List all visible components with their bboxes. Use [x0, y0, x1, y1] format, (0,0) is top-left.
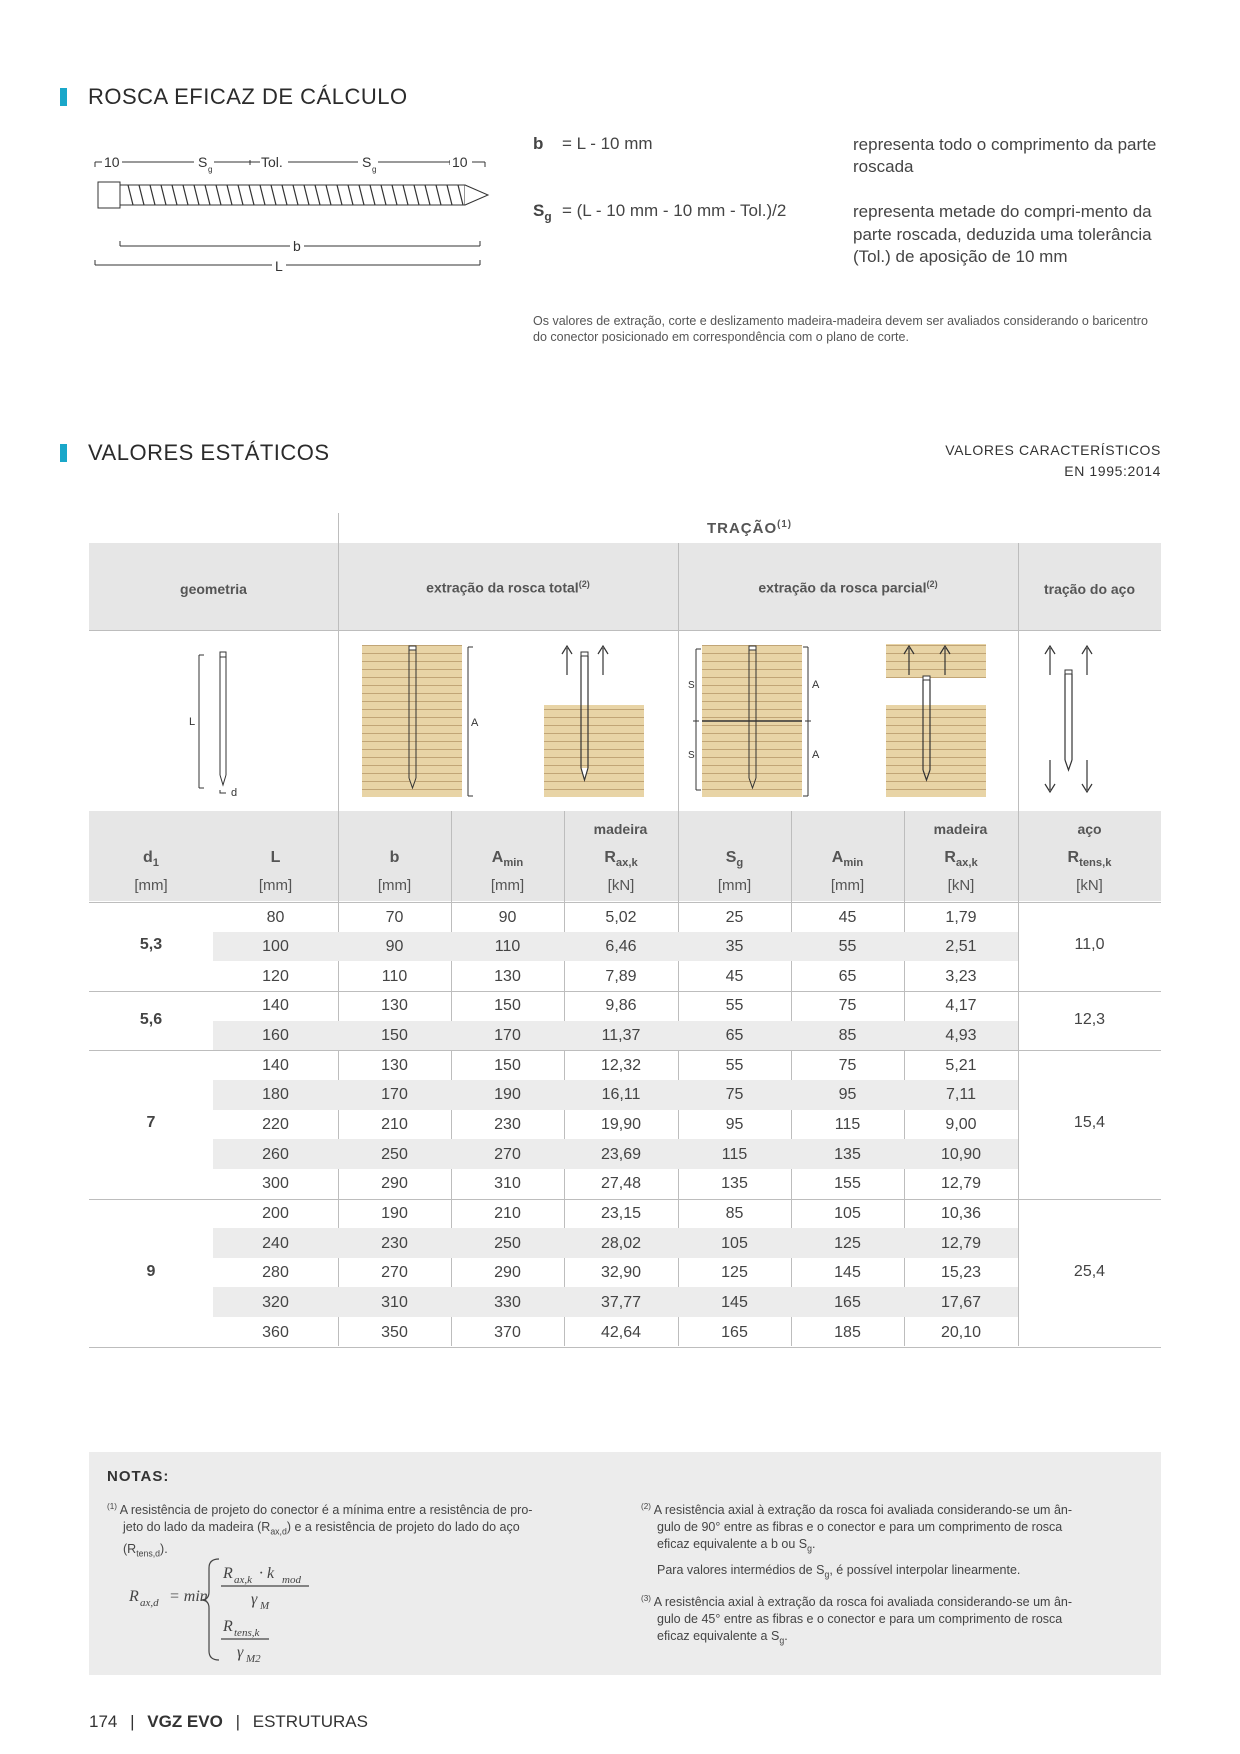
- table-cell: 320: [262, 1293, 289, 1311]
- svg-text:· k: · k: [259, 1565, 275, 1582]
- svg-text:S: S: [688, 750, 695, 761]
- table-cell: 10,90: [940, 1145, 982, 1163]
- dim-sg-2: S: [362, 154, 372, 170]
- table-cell: 15,23: [940, 1264, 982, 1282]
- table-cell: 165: [834, 1293, 861, 1311]
- table-cell: 75: [838, 1056, 857, 1074]
- design-resistance-formula: [119, 1556, 369, 1666]
- table-cell: 42,64: [600, 1323, 642, 1341]
- table-cell: 85: [838, 1027, 857, 1045]
- table-cell: 270: [381, 1264, 408, 1282]
- column-header: $A_{min}$: [491, 849, 524, 870]
- table-cell: 200: [262, 1205, 289, 1222]
- note-2: $^{(2)}$ A resistência axial à extração da rosca foi avaliada considerando-se um ân- gulo de 90° entre as fibras e o conector e para um comprimento de rosca eficaz equivalente a b ou $S_g$. Para valores intermédios de $S_g$, é possível interpolar linearmente.: [641, 1502, 1073, 1580]
- column-unit: [mm]: [490, 877, 525, 894]
- svg-text:γ: γ: [251, 1591, 258, 1608]
- group-divider: [89, 1347, 1161, 1348]
- table-cell: 370: [494, 1323, 521, 1341]
- table-cell: 140: [262, 1056, 289, 1074]
- dim-10-left: 10: [104, 154, 120, 170]
- column-unit: [kN]: [1076, 877, 1103, 894]
- table-cell: 150: [494, 997, 521, 1015]
- table-cell: 85: [725, 1205, 744, 1222]
- diameter-cell: 7: [146, 1114, 156, 1132]
- formula-b-desc: representa todo o comprimento da parte roscada: [853, 135, 1157, 176]
- table-cell: 7,89: [605, 967, 637, 985]
- table-cell: 75: [725, 1086, 744, 1104]
- table-cell: 5,21: [945, 1056, 977, 1074]
- divider: [89, 630, 1161, 631]
- wood-block: [544, 705, 644, 797]
- dim-L: L: [275, 258, 283, 274]
- table-cell: 150: [494, 1056, 521, 1074]
- table-cell: 3,23: [945, 967, 977, 985]
- table-cell: 19,90: [600, 1116, 642, 1134]
- table-cell: 135: [721, 1175, 748, 1193]
- table-cell: 12,79: [940, 1175, 982, 1193]
- table-cell: 17,67: [940, 1293, 982, 1311]
- table-cell: 130: [494, 967, 521, 985]
- total-extraction-header: extração da rosca total$^{(2)}$: [426, 579, 590, 596]
- diagram-label-A: A: [471, 717, 479, 729]
- diagram-label-d1: d: [231, 787, 238, 799]
- column-header: $R_{ax,k}$: [604, 849, 638, 870]
- table-cell: 170: [381, 1086, 408, 1104]
- table-cell: 135: [834, 1145, 861, 1163]
- table-cell: 115: [834, 1116, 861, 1134]
- column-header: $R_{ax,k}$: [944, 849, 978, 870]
- svg-text:M2: M2: [246, 1653, 261, 1665]
- table-cell: 95: [725, 1116, 744, 1134]
- table-cell: 125: [834, 1234, 861, 1252]
- section-title-rosca: ROSCA EFICAZ DE CÁLCULO: [60, 84, 408, 110]
- column-header: $R_{tens,k}$: [1067, 849, 1112, 870]
- svg-text:g: g: [372, 165, 377, 174]
- svg-text:A: A: [812, 749, 820, 761]
- load-case-illustrations: [89, 630, 1161, 810]
- page-number: 174: [89, 1712, 118, 1731]
- formula-sg-desc: representa metade do compri-mento da parte roscada, deduzida uma tolerância (Tol.) de aposição de 10 mm: [853, 202, 1152, 266]
- table-cell: 23,15: [600, 1205, 642, 1222]
- svg-text:M: M: [260, 1600, 270, 1612]
- column-header: $d_1$: [142, 849, 159, 870]
- table-cell: 70: [385, 908, 404, 926]
- column-unit: [kN]: [947, 877, 975, 894]
- table-cell: 145: [834, 1264, 861, 1282]
- table-cell: 120: [262, 967, 289, 985]
- table-cell: 145: [721, 1293, 748, 1311]
- traction-title: TRAÇÃO$^{(1)}$: [706, 519, 793, 537]
- table-cell: 210: [494, 1205, 521, 1222]
- formula-b-expr: = L - 10 mm: [562, 134, 653, 153]
- diameter-cell: 9: [146, 1262, 156, 1280]
- table-cell: 210: [381, 1116, 408, 1134]
- wood-block: [886, 705, 986, 797]
- table-cell: 105: [721, 1234, 748, 1252]
- table-cell: 75: [838, 997, 857, 1015]
- table-cell: 35: [725, 938, 744, 956]
- table-cell: 150: [381, 1027, 408, 1045]
- table-cell: 250: [494, 1234, 521, 1252]
- extraction-note: Os valores de extração, corte e deslizamento madeira-madeira devem ser avaliados considerando o baricentro do conector posicionado em correspondência com o plano de corte.: [533, 314, 1148, 344]
- table-cell: 55: [725, 997, 744, 1015]
- category: ESTRUTURAS: [252, 1712, 368, 1731]
- table-cell: 190: [494, 1086, 521, 1104]
- table-cell: 95: [838, 1086, 857, 1104]
- table-cell: 32,90: [600, 1264, 642, 1282]
- wood-block: [886, 644, 986, 678]
- svg-text:R: R: [223, 1565, 233, 1582]
- table-cell: 220: [262, 1116, 289, 1134]
- table-cell: 12,32: [600, 1056, 642, 1074]
- svg-text:A: A: [812, 679, 820, 691]
- table-cell: 170: [494, 1027, 521, 1045]
- divider: [1018, 543, 1019, 811]
- table-cell: 310: [381, 1293, 408, 1311]
- dim-tol: Tol.: [261, 154, 283, 170]
- steel-resistance-cell: 12,3: [1073, 1010, 1106, 1028]
- column-unit: [mm]: [830, 877, 865, 894]
- svg-text:mod: mod: [282, 1574, 301, 1586]
- table-cell: 12,79: [940, 1234, 982, 1252]
- table-cell: 115: [721, 1145, 748, 1163]
- partial-extraction-header: extração da rosca parcial$^{(2)}$: [758, 579, 938, 596]
- thread-length-diagram: [90, 145, 490, 275]
- column-unit: [kN]: [607, 877, 635, 894]
- svg-text:tens,k: tens,k: [234, 1627, 260, 1639]
- notes-title: NOTAS:: [107, 1468, 170, 1485]
- steel-resistance-cell: 11,0: [1074, 936, 1105, 954]
- table-cell: 105: [834, 1205, 861, 1222]
- table-cell: 110: [381, 967, 408, 985]
- column-header: b: [389, 849, 400, 866]
- table-cell: 185: [834, 1323, 861, 1341]
- table-cell: 37,77: [600, 1293, 642, 1311]
- diameter-cell: 5,3: [139, 936, 163, 954]
- table-cell: 1,79: [945, 908, 977, 926]
- table-cell: 28,02: [600, 1234, 642, 1252]
- divider: [89, 902, 1161, 903]
- table-cell: 240: [262, 1234, 289, 1252]
- geometry-header: geometria: [180, 581, 247, 597]
- table-cell: 5,02: [605, 908, 637, 926]
- table-cell: 330: [494, 1293, 521, 1311]
- table-cell: 90: [498, 908, 517, 926]
- table-cell: 16,11: [601, 1086, 641, 1104]
- table-cell: 2,51: [945, 938, 977, 956]
- svg-text:R: R: [223, 1618, 233, 1635]
- table-cell: 45: [838, 908, 857, 926]
- table-cell: 20,10: [940, 1323, 982, 1341]
- table-cell: 350: [381, 1323, 408, 1341]
- diagram-label-L: L: [189, 716, 196, 728]
- table-cell: 290: [494, 1264, 521, 1282]
- divider: [678, 543, 679, 811]
- dim-sg-1: S: [198, 154, 208, 170]
- table-cell: 270: [494, 1145, 521, 1163]
- table-cell: 4,93: [945, 1027, 977, 1045]
- table-cell: 10,36: [940, 1205, 982, 1222]
- table-cell: 165: [721, 1323, 748, 1341]
- table-cell: 230: [494, 1116, 521, 1134]
- table-cell: 290: [381, 1175, 408, 1193]
- dim-10-right: 10: [452, 154, 468, 170]
- characteristic-values: VALORES CARACTERÍSTICOS EN 1995:2014: [945, 442, 1161, 479]
- table-cell: 65: [838, 967, 857, 985]
- wood-block: [362, 645, 462, 797]
- formula-b: b: [533, 134, 544, 153]
- table-cell: 9,00: [945, 1116, 977, 1134]
- svg-text:ax,d: ax,d: [140, 1597, 159, 1609]
- svg-text:ax,k: ax,k: [234, 1574, 253, 1586]
- table-cell: 130: [381, 1056, 408, 1074]
- table-cell: 25: [725, 908, 744, 926]
- table-cell: 125: [721, 1264, 748, 1282]
- note-1: $^{(1)}$ A resistência de projeto do conector é a mínima entre a resistência de pro- jeto do lado da madeira $(R_{ax,d})$ e a resistência de projeto do lado do aço $(R_{tens,d})$.: [107, 1502, 533, 1559]
- product-name: VGZ EVO: [147, 1712, 223, 1731]
- table-cell: 55: [838, 938, 857, 956]
- column-header: $A_{min}$: [831, 849, 864, 870]
- note-3: $^{(3)}$ A resistência axial à extração da rosca foi avaliada considerando-se um ân- gulo de 45° entre as fibras e o conector e para um comprimento de rosca eficaz equivalente a $S_g$.: [641, 1594, 1073, 1646]
- table-cell: 130: [381, 997, 408, 1015]
- table-cell: 310: [494, 1175, 521, 1193]
- table-cell: 90: [385, 938, 404, 956]
- table-cell: 160: [262, 1027, 289, 1045]
- table-cell: 260: [262, 1145, 289, 1163]
- table-cell: 100: [262, 938, 289, 956]
- table-cell: 55: [725, 1056, 744, 1074]
- svg-text:g: g: [208, 165, 213, 174]
- steel-tension-header: tração do aço: [1043, 581, 1136, 597]
- table-cell: 250: [381, 1145, 408, 1163]
- svg-text:S: S: [688, 680, 695, 691]
- diameter-cell: 5,6: [139, 1010, 163, 1028]
- formula-sg: $S_g$: [533, 201, 552, 224]
- table-cell: 190: [381, 1205, 408, 1222]
- column-header: L: [270, 849, 281, 866]
- table-cell: 11,37: [601, 1027, 641, 1045]
- column-unit: [mm]: [377, 877, 412, 894]
- table-cell: 280: [262, 1264, 289, 1282]
- table-cell: 65: [725, 1027, 744, 1045]
- page-footer: 174 | VGZ EVO | ESTRUTURAS: [89, 1712, 368, 1731]
- column-header: $S_g$: [725, 849, 744, 870]
- table-cell: 45: [725, 967, 744, 985]
- steel-resistance-cell: 25,4: [1073, 1262, 1106, 1280]
- table-cell: 155: [834, 1175, 861, 1193]
- section-title-valores: VALORES ESTÁTICOS: [60, 440, 330, 466]
- column-unit: [mm]: [717, 877, 752, 894]
- table-cell: 300: [262, 1175, 289, 1193]
- svg-text:γ: γ: [237, 1644, 244, 1661]
- table-cell: 180: [262, 1086, 289, 1104]
- table-cell: 140: [262, 997, 289, 1015]
- table-cell: 80: [266, 908, 285, 926]
- table-cell: 23,69: [600, 1145, 642, 1163]
- svg-text:R: R: [129, 1588, 139, 1605]
- steel-resistance-cell: 15,4: [1073, 1114, 1106, 1132]
- column-unit: [mm]: [134, 877, 168, 894]
- table-cell: 7,11: [946, 1086, 976, 1104]
- svg-text:= min: = min: [169, 1588, 208, 1605]
- table-cell: 4,17: [945, 997, 977, 1015]
- dim-b: b: [293, 238, 301, 254]
- section-marker: [60, 444, 67, 462]
- section-marker: [60, 88, 67, 106]
- notes-box: [89, 1452, 1161, 1675]
- column-unit: [mm]: [258, 877, 293, 894]
- table-cell: 9,86: [605, 997, 637, 1015]
- table-cell: 6,46: [605, 938, 637, 956]
- table-cell: 360: [262, 1323, 289, 1341]
- table-cell: 110: [494, 938, 521, 956]
- table-cell: 230: [381, 1234, 408, 1252]
- table-cell: 27,48: [600, 1175, 642, 1193]
- formula-sg-expr: = (L - 10 mm - 10 mm - Tol.)/2: [562, 201, 787, 220]
